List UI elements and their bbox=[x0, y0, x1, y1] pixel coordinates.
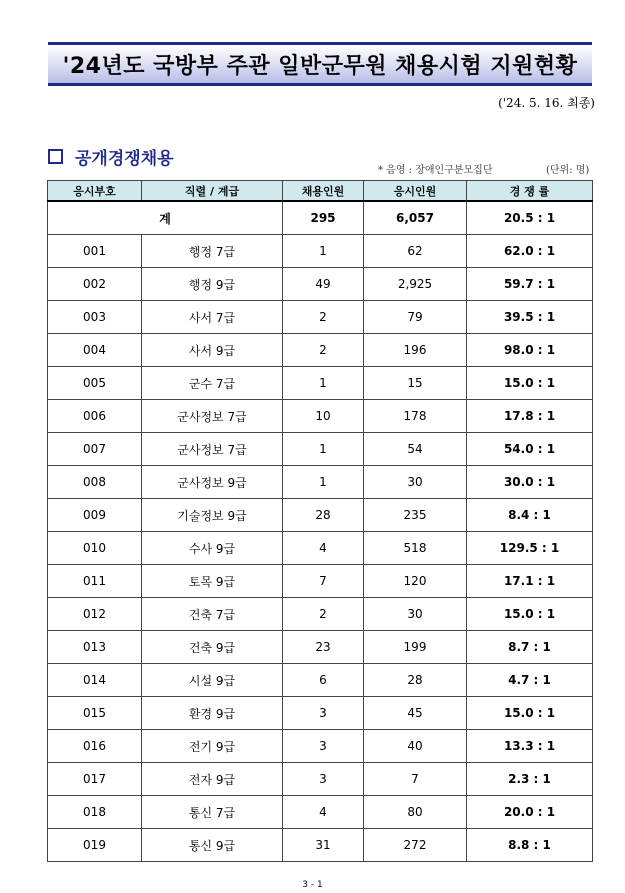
row-code: 009 bbox=[48, 499, 142, 532]
total-hires: 295 bbox=[283, 201, 364, 235]
row-hires: 2 bbox=[283, 301, 364, 334]
table-row bbox=[48, 664, 593, 697]
row-applicants: 272 bbox=[364, 829, 467, 862]
row-hires: 4 bbox=[283, 532, 364, 565]
row-applicants: 178 bbox=[364, 400, 467, 433]
row-code: 002 bbox=[48, 268, 142, 301]
row-code: 012 bbox=[48, 598, 142, 631]
row-ratio: 15.0 : 1 bbox=[467, 598, 593, 631]
row-hires: 1 bbox=[283, 466, 364, 499]
row-position: 수사 9급 bbox=[142, 532, 283, 565]
row-applicants: 45 bbox=[364, 697, 467, 730]
table-row bbox=[48, 829, 593, 862]
row-hires: 1 bbox=[283, 235, 364, 268]
row-applicants: 30 bbox=[364, 598, 467, 631]
header-code: 응시부호 bbox=[48, 181, 142, 202]
row-ratio: 15.0 : 1 bbox=[467, 697, 593, 730]
row-hires: 1 bbox=[283, 367, 364, 400]
total-row bbox=[48, 201, 593, 235]
row-applicants: 196 bbox=[364, 334, 467, 367]
row-position: 환경 9급 bbox=[142, 697, 283, 730]
row-applicants: 30 bbox=[364, 466, 467, 499]
row-code: 004 bbox=[48, 334, 142, 367]
row-position: 군수 7급 bbox=[142, 367, 283, 400]
row-position: 사서 7급 bbox=[142, 301, 283, 334]
row-position: 통신 9급 bbox=[142, 829, 283, 862]
row-code: 011 bbox=[48, 565, 142, 598]
row-applicants: 518 bbox=[364, 532, 467, 565]
row-position: 건축 9급 bbox=[142, 631, 283, 664]
total-label: 계 bbox=[48, 201, 283, 235]
row-position: 군사정보 7급 bbox=[142, 400, 283, 433]
row-code: 008 bbox=[48, 466, 142, 499]
row-ratio: 15.0 : 1 bbox=[467, 367, 593, 400]
row-applicants: 54 bbox=[364, 433, 467, 466]
row-hires: 10 bbox=[283, 400, 364, 433]
row-hires: 3 bbox=[283, 763, 364, 796]
row-hires: 3 bbox=[283, 697, 364, 730]
row-position: 시설 9급 bbox=[142, 664, 283, 697]
row-ratio: 62.0 : 1 bbox=[467, 235, 593, 268]
row-hires: 3 bbox=[283, 730, 364, 763]
table-row bbox=[48, 400, 593, 433]
row-applicants: 79 bbox=[364, 301, 467, 334]
row-position: 전자 9급 bbox=[142, 763, 283, 796]
row-code: 018 bbox=[48, 796, 142, 829]
header-applicants: 응시인원 bbox=[364, 181, 467, 202]
row-applicants: 62 bbox=[364, 235, 467, 268]
row-hires: 49 bbox=[283, 268, 364, 301]
title-banner bbox=[48, 42, 592, 86]
section-title: 공개경쟁채용 bbox=[75, 149, 174, 169]
table-row bbox=[48, 796, 593, 829]
header-hires: 채용인원 bbox=[283, 181, 364, 202]
table-row bbox=[48, 433, 593, 466]
row-hires: 2 bbox=[283, 334, 364, 367]
row-code: 017 bbox=[48, 763, 142, 796]
table-row bbox=[48, 466, 593, 499]
row-hires: 2 bbox=[283, 598, 364, 631]
row-position: 군사정보 9급 bbox=[142, 466, 283, 499]
row-code: 003 bbox=[48, 301, 142, 334]
row-applicants: 120 bbox=[364, 565, 467, 598]
date-note: ('24. 5. 16. 최종) bbox=[498, 96, 595, 110]
row-ratio: 30.0 : 1 bbox=[467, 466, 593, 499]
row-code: 019 bbox=[48, 829, 142, 862]
row-code: 001 bbox=[48, 235, 142, 268]
row-code: 007 bbox=[48, 433, 142, 466]
page-number: 3 - 1 bbox=[302, 880, 323, 890]
total-applicants: 6,057 bbox=[364, 201, 467, 235]
row-hires: 1 bbox=[283, 433, 364, 466]
row-applicants: 40 bbox=[364, 730, 467, 763]
row-applicants: 2,925 bbox=[364, 268, 467, 301]
row-ratio: 59.7 : 1 bbox=[467, 268, 593, 301]
table-header-row bbox=[48, 181, 593, 202]
unit-note: (단위: 명) bbox=[546, 165, 590, 176]
table-row bbox=[48, 565, 593, 598]
row-ratio: 98.0 : 1 bbox=[467, 334, 593, 367]
row-hires: 31 bbox=[283, 829, 364, 862]
row-hires: 6 bbox=[283, 664, 364, 697]
table-row bbox=[48, 268, 593, 301]
row-ratio: 39.5 : 1 bbox=[467, 301, 593, 334]
row-applicants: 199 bbox=[364, 631, 467, 664]
row-code: 014 bbox=[48, 664, 142, 697]
table-row bbox=[48, 532, 593, 565]
row-hires: 28 bbox=[283, 499, 364, 532]
row-position: 사서 9급 bbox=[142, 334, 283, 367]
row-ratio: 13.3 : 1 bbox=[467, 730, 593, 763]
row-applicants: 15 bbox=[364, 367, 467, 400]
row-position: 토목 9급 bbox=[142, 565, 283, 598]
row-ratio: 4.7 : 1 bbox=[467, 664, 593, 697]
row-ratio: 2.3 : 1 bbox=[467, 763, 593, 796]
row-ratio: 8.8 : 1 bbox=[467, 829, 593, 862]
row-position: 통신 7급 bbox=[142, 796, 283, 829]
row-applicants: 235 bbox=[364, 499, 467, 532]
shading-note: * 음영 : 장애인구분모집단 bbox=[378, 165, 493, 176]
row-code: 006 bbox=[48, 400, 142, 433]
row-hires: 4 bbox=[283, 796, 364, 829]
row-position: 전기 9급 bbox=[142, 730, 283, 763]
row-applicants: 80 bbox=[364, 796, 467, 829]
section-heading bbox=[48, 144, 174, 169]
table-row bbox=[48, 697, 593, 730]
row-code: 010 bbox=[48, 532, 142, 565]
applicant-table bbox=[47, 180, 593, 862]
row-ratio: 20.0 : 1 bbox=[467, 796, 593, 829]
row-position: 행정 9급 bbox=[142, 268, 283, 301]
row-hires: 23 bbox=[283, 631, 364, 664]
row-ratio: 8.7 : 1 bbox=[467, 631, 593, 664]
row-ratio: 54.0 : 1 bbox=[467, 433, 593, 466]
header-position: 직렬 / 계급 bbox=[142, 181, 283, 202]
row-ratio: 8.4 : 1 bbox=[467, 499, 593, 532]
row-position: 건축 7급 bbox=[142, 598, 283, 631]
table-row bbox=[48, 499, 593, 532]
table-row bbox=[48, 598, 593, 631]
table-row bbox=[48, 763, 593, 796]
table-row bbox=[48, 631, 593, 664]
row-ratio: 129.5 : 1 bbox=[467, 532, 593, 565]
header-ratio: 경 쟁 률 bbox=[467, 181, 593, 202]
row-position: 행정 7급 bbox=[142, 235, 283, 268]
row-position: 기술정보 9급 bbox=[142, 499, 283, 532]
row-ratio: 17.1 : 1 bbox=[467, 565, 593, 598]
table-row bbox=[48, 730, 593, 763]
row-code: 016 bbox=[48, 730, 142, 763]
page-title: '24년도 국방부 주관 일반군무원 채용시험 지원현황 bbox=[62, 53, 578, 79]
row-code: 005 bbox=[48, 367, 142, 400]
table-row bbox=[48, 301, 593, 334]
row-hires: 7 bbox=[283, 565, 364, 598]
square-bullet-icon bbox=[48, 149, 63, 164]
row-code: 013 bbox=[48, 631, 142, 664]
table-row bbox=[48, 367, 593, 400]
row-ratio: 17.8 : 1 bbox=[467, 400, 593, 433]
row-code: 015 bbox=[48, 697, 142, 730]
table-row bbox=[48, 334, 593, 367]
row-applicants: 28 bbox=[364, 664, 467, 697]
table-row bbox=[48, 235, 593, 268]
row-position: 군사정보 7급 bbox=[142, 433, 283, 466]
row-applicants: 7 bbox=[364, 763, 467, 796]
total-ratio: 20.5 : 1 bbox=[467, 201, 593, 235]
